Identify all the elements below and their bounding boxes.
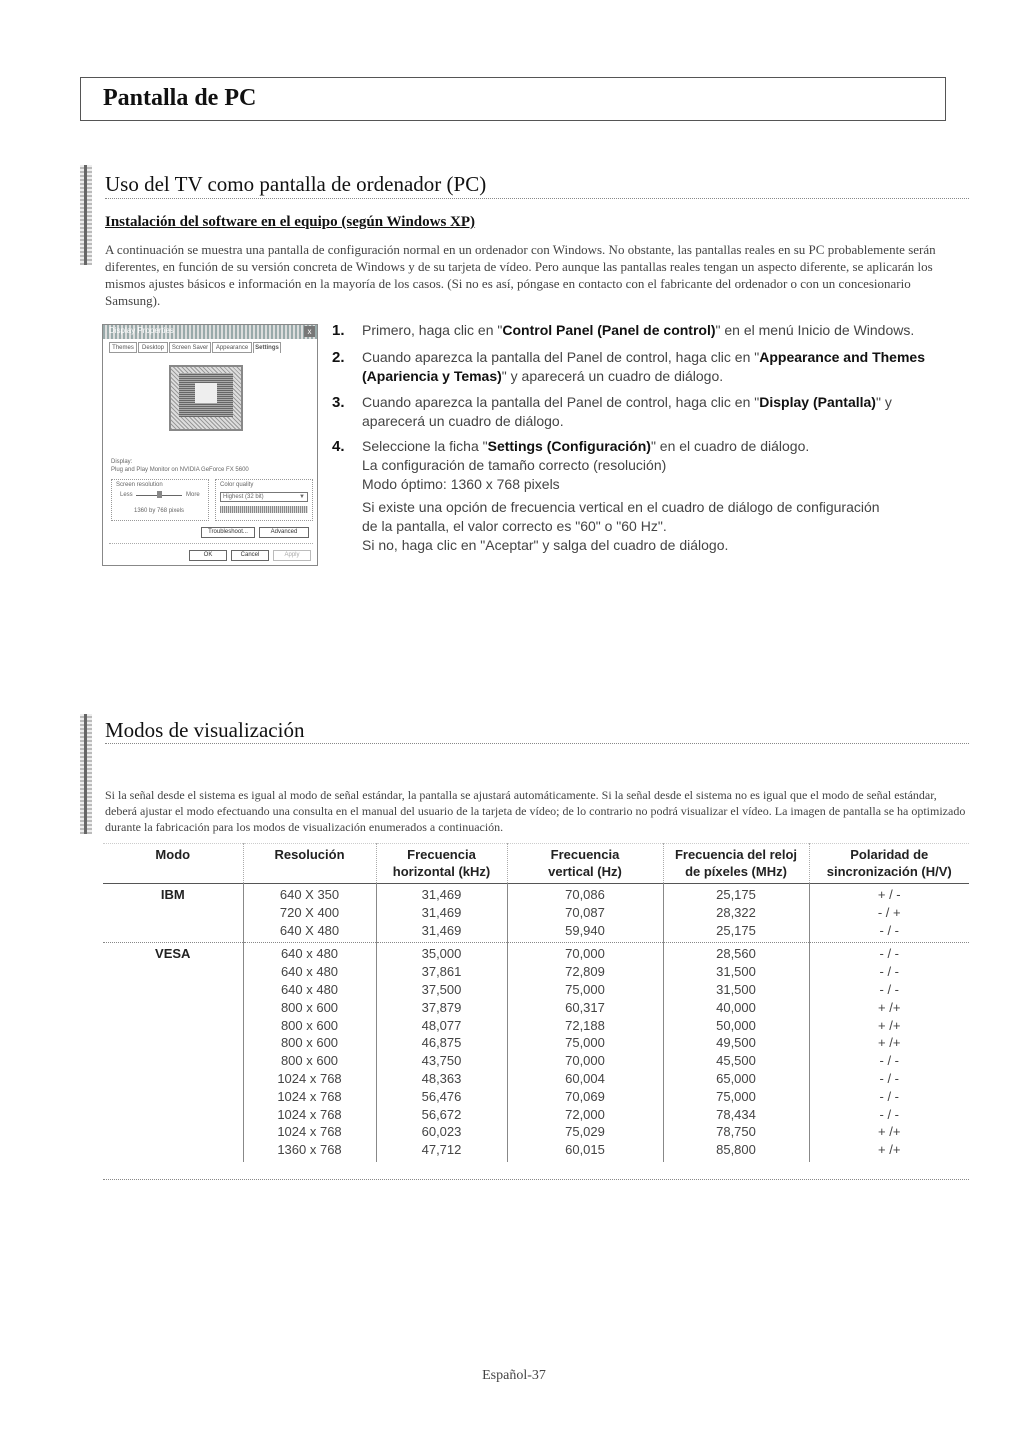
dialog-divider xyxy=(109,543,313,544)
cell-value: 75,000 xyxy=(565,981,605,997)
tab-themes: Themes xyxy=(109,342,137,353)
table-bottom-rule xyxy=(103,1179,969,1180)
display-value: Plug and Play Monitor on NVIDIA GeForce FX 5600 xyxy=(111,467,249,473)
cell-value: + /+ xyxy=(878,1124,901,1140)
cell-value: 640 X 350 xyxy=(279,887,340,902)
resolution-cell xyxy=(243,943,376,1162)
cell-value: 640 x 480 xyxy=(280,964,339,980)
cell-value: 25,175 xyxy=(716,887,756,902)
cell-value: 640 x 480 xyxy=(280,946,339,962)
cell-value: - / - xyxy=(879,1106,899,1122)
cell-value: 60,317 xyxy=(565,999,605,1015)
mode-cell: VESA xyxy=(155,946,191,962)
cell-value: - / + xyxy=(877,904,901,920)
cell-value: - / - xyxy=(879,1088,899,1104)
tab-appearance: Appearance xyxy=(212,342,252,353)
cell-value: + /+ xyxy=(878,1017,901,1033)
col-header-resolution: Resolución xyxy=(243,844,376,884)
cell-value: 28,322 xyxy=(716,904,756,920)
section-marker xyxy=(80,714,92,834)
tab-settings: Settings xyxy=(253,342,281,353)
color-label: Color quality xyxy=(220,482,254,488)
divider xyxy=(105,743,969,744)
dialog-titlebar xyxy=(103,325,317,339)
close-icon: x xyxy=(304,326,315,337)
step-1: 1. Primero, haga clic en "Control Panel (Panel de control)" en el menú Inicio de Windows. xyxy=(332,322,915,339)
cell-value: 60,015 xyxy=(565,1142,605,1158)
color-bar xyxy=(220,506,308,513)
step-3: 3. Cuando aparezca la pantalla del Panel de control, haga clic en "Display (Pantalla)" y aparecerá un cuadro de diálogo. xyxy=(332,394,892,429)
cell-value: 75,000 xyxy=(565,1035,605,1051)
cell-value: 59,940 xyxy=(565,922,605,938)
step-4-line: La configuración de tamaño correcto (resolución) xyxy=(362,457,667,473)
dialog-title: Display Properties xyxy=(109,326,174,335)
col-header-vfreq: Frecuencia vertical (Hz) xyxy=(507,844,663,884)
pixel-clock-cell xyxy=(663,943,809,1162)
subsection-title-install: Instalación del software en el equipo (según Windows XP) xyxy=(105,214,476,230)
table-group-vesa xyxy=(103,943,969,1162)
cell-value: - / - xyxy=(879,964,899,980)
resolution-cell xyxy=(243,884,376,943)
tab-desktop: Desktop xyxy=(138,342,168,353)
table-row xyxy=(103,884,969,943)
cell-value: 50,000 xyxy=(716,1017,756,1033)
cell-value: 78,434 xyxy=(716,1106,756,1122)
table-row xyxy=(103,943,969,1162)
col-header-hfreq: Frecuencia horizontal (kHz) xyxy=(376,844,507,884)
cell-value: 72,809 xyxy=(565,964,605,980)
divider xyxy=(105,198,969,199)
intro-paragraph: A continuación se muestra una pantalla de configuración normal en un ordenador con Windows. No obstante, las pantallas reales en su PC probablemente serán diferentes, en función de su versión concreta de Windows y de su tarjeta de vídeo. Pero aunque las pantallas reales tengan un aspecto diferente, se aplicarán los mismos ajustes básicos e información en la mayoría de los casos. (Si no es así, póngase en contacto con el fabricante del ordenador o con un concesionario Samsung). xyxy=(105,242,936,308)
cell-value: 60,023 xyxy=(421,1124,462,1140)
display-label: Display: xyxy=(111,459,133,465)
pixel-clock-cell xyxy=(663,884,809,943)
advanced-button: Advanced xyxy=(259,527,309,538)
cell-value: 78,750 xyxy=(716,1124,756,1140)
cell-value: 37,500 xyxy=(421,981,462,997)
cell-value: 85,800 xyxy=(716,1142,756,1158)
cell-value: 72,188 xyxy=(565,1017,605,1033)
cell-value: 25,175 xyxy=(716,922,756,938)
page-title-box xyxy=(80,77,946,121)
cell-value: 1024 x 768 xyxy=(277,1088,342,1104)
note xyxy=(362,498,962,555)
cell-value: 45,500 xyxy=(716,1053,756,1069)
cell-value: 37,879 xyxy=(421,999,462,1015)
step-2: 2. Cuando aparezca la pantalla del Panel de control, haga clic en "Appearance and Themes (Apariencia y Temas)" y aparecerá un cuadro de diálogo. xyxy=(332,349,925,384)
cell-value: 31,469 xyxy=(421,887,462,902)
section-title-pc: Uso del TV como pantalla de ordenador (PC) xyxy=(105,172,487,196)
cell-value: 800 x 600 xyxy=(280,1053,339,1069)
cell-value: 70,000 xyxy=(565,1053,605,1069)
troubleshoot-button: Troubleshoot... xyxy=(201,527,255,538)
cell-value: 37,861 xyxy=(421,964,462,980)
cell-value: 800 x 600 xyxy=(280,999,339,1015)
step-4: 4. Seleccione la ficha "Settings (Configuración)" en el cuadro de diálogo. La configuración de tamaño correcto (resolución) Modo óptimo: 1360 x 768 pixels xyxy=(332,437,952,494)
display-modes-table xyxy=(103,843,969,1162)
color-quality-select: Highest (32 bit) ▼ xyxy=(220,492,308,502)
vfreq-cell xyxy=(507,943,663,1162)
cell-value: 720 X 400 xyxy=(279,904,340,920)
cell-value: + /+ xyxy=(878,999,901,1015)
cell-value: 72,000 xyxy=(565,1106,605,1122)
cell-value: 75,029 xyxy=(565,1124,605,1140)
cell-value: 28,560 xyxy=(716,946,756,962)
cell-value: 70,087 xyxy=(565,904,605,920)
step-4-line: Modo óptimo: 1360 x 768 pixels xyxy=(362,476,560,492)
page-number: Español-37 xyxy=(482,1368,546,1383)
cell-value: - / - xyxy=(879,946,899,962)
cell-value: 1360 x 768 xyxy=(277,1142,342,1158)
note-line: Si no, haga clic en "Aceptar" y salga del cuadro de diálogo. xyxy=(362,537,729,553)
cell-value: - / - xyxy=(879,1053,899,1069)
cell-value: 48,077 xyxy=(421,1017,462,1033)
cell-value: 56,672 xyxy=(421,1106,462,1122)
cell-value: 65,000 xyxy=(716,1070,756,1086)
monitor-icon xyxy=(169,365,243,431)
cell-value: 70,000 xyxy=(565,946,605,962)
cell-value: 640 x 480 xyxy=(280,981,339,997)
col-header-polarity: Polaridad de sincronización (H/V) xyxy=(809,844,969,884)
cell-value: + /+ xyxy=(878,1035,901,1051)
modes-paragraph: Si la señal desde el sistema es igual al modo de señal estándar, la pantalla se ajustará automáticamente. Si la señal desde el sistema no es igual que el modo de señal estándar, deberá ajustar el modo efectuando una consulta en el manual del usuario de la tarjeta de vídeo; de lo contrario no podrá visualizar el vídeo. La imagen de pantalla se ha optimizado durante la fabricación para los modos de visualización enumerados a continuación. xyxy=(105,788,966,834)
cell-value: - / - xyxy=(879,922,899,938)
col-header-mode: Modo xyxy=(155,847,191,862)
resolution-label: Screen resolution xyxy=(116,482,163,488)
cell-value: - / - xyxy=(879,981,899,997)
ok-button: OK xyxy=(189,550,227,561)
cell-value: - / - xyxy=(879,1070,899,1086)
cell-value: 640 X 480 xyxy=(279,922,340,938)
cell-value: 47,712 xyxy=(421,1142,462,1158)
cell-value: 1024 x 768 xyxy=(277,1106,342,1122)
polarity-cell xyxy=(809,943,969,1162)
resolution-group xyxy=(111,479,209,521)
hfreq-cell xyxy=(376,884,507,943)
note-line: Si existe una opción de frecuencia vertical en el cuadro de diálogo de configuración xyxy=(362,499,880,515)
vfreq-cell xyxy=(507,884,663,943)
col-header-pixel-clock: Frecuencia del reloj de píxeles (MHz) xyxy=(663,844,809,884)
cell-value: 46,875 xyxy=(421,1035,462,1051)
cell-value: 31,500 xyxy=(716,964,756,980)
cell-value: 70,069 xyxy=(565,1088,605,1104)
cancel-button: Cancel xyxy=(231,550,269,561)
color-quality-group xyxy=(215,479,313,521)
cell-value: 31,469 xyxy=(421,904,462,920)
resolution-less: Less xyxy=(120,492,133,498)
cell-value: 56,476 xyxy=(421,1088,462,1104)
resolution-more: More xyxy=(186,492,200,498)
cell-value: 35,000 xyxy=(421,946,462,962)
cell-value: 40,000 xyxy=(716,999,756,1015)
cell-value: 1024 x 768 xyxy=(277,1124,342,1140)
apply-button: Apply xyxy=(273,550,311,561)
cell-value: 43,750 xyxy=(421,1053,462,1069)
table-group-ibm xyxy=(103,884,969,943)
mode-cell: IBM xyxy=(160,887,185,902)
dialog-tabs xyxy=(109,342,313,354)
chevron-down-icon: ▼ xyxy=(299,494,305,500)
slider-thumb xyxy=(157,491,162,498)
hfreq-cell xyxy=(376,943,507,1162)
cell-value: + /+ xyxy=(878,1142,901,1158)
table-header xyxy=(103,844,969,884)
cell-value: 49,500 xyxy=(716,1035,756,1051)
resolution-value: 1360 by 768 pixels xyxy=(134,508,185,514)
display-properties-dialog xyxy=(102,324,318,566)
section-title-modes: Modos de visualización xyxy=(105,718,305,742)
cell-value: 75,000 xyxy=(716,1088,756,1104)
cell-value: 70,086 xyxy=(565,887,605,902)
cell-value: 800 x 600 xyxy=(280,1017,339,1033)
note-line: de la pantalla, el valor correcto es "60" o "60 Hz". xyxy=(362,518,667,534)
cell-value: + / - xyxy=(877,887,901,902)
cell-value: 48,363 xyxy=(421,1070,462,1086)
page-title: Pantalla de PC xyxy=(103,85,257,111)
tab-screen-saver: Screen Saver xyxy=(169,342,211,353)
polarity-cell xyxy=(809,884,969,943)
section-marker xyxy=(80,165,92,265)
cell-value: 31,500 xyxy=(716,981,756,997)
cell-value: 60,004 xyxy=(565,1070,605,1086)
cell-value: 800 x 600 xyxy=(280,1035,339,1051)
cell-value: 1024 x 768 xyxy=(277,1070,342,1086)
cell-value: 31,469 xyxy=(421,922,462,938)
